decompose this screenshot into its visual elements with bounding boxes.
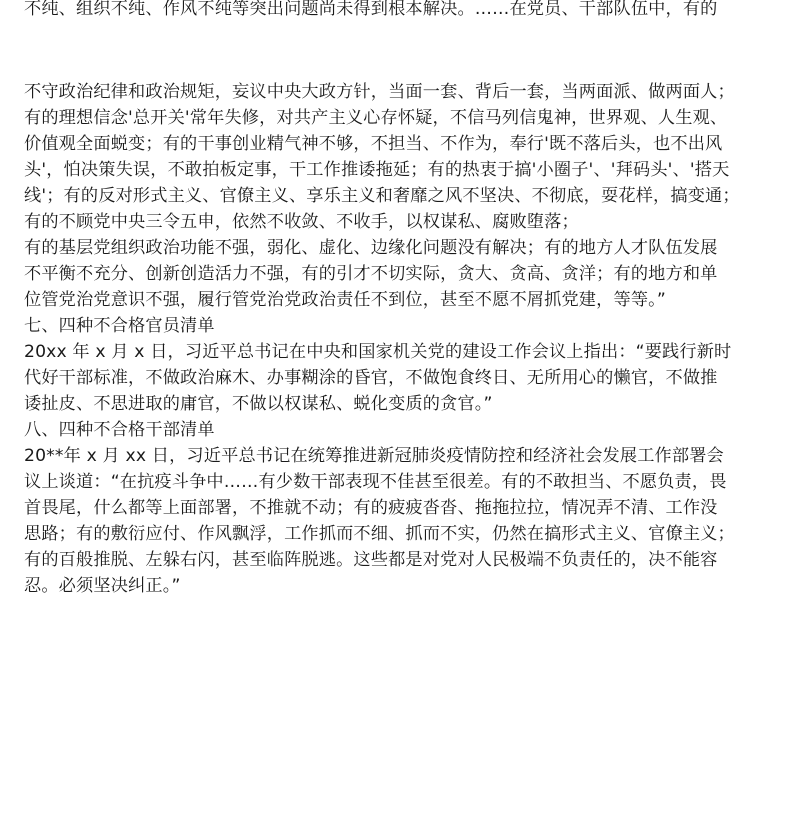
text-line: 20**年 x 月 xx 日，习近平总书记在统筹推进新冠肺炎疫情防控和经济社会发展工作部署会	[24, 446, 724, 466]
text-line: 线'；有的反对形式主义、官僚主义、享乐主义和奢靡之风不坚决、不彻底，耍花样，搞变通；	[24, 186, 740, 206]
top-text-line: 不纯、组织不纯、作风不纯等突出问题尚未得到根本解决。……在党员、干部队伍中，有的	[24, 0, 718, 19]
text-line: 代好干部标准，不做政治麻木、办事糊涂的昏官，不做饱食终日、无所用心的懒官，不做推	[24, 368, 718, 388]
text-line: 有的基层党组织政治功能不强，弱化、虚化、边缘化问题没有解决；有的地方人才队伍发展	[24, 238, 718, 258]
text-line: 有的百般推脱、左躲右闪，甚至临阵脱逃。这些都是对党对人民极端不负责任的，决不能容	[24, 550, 718, 570]
section-heading: 八、四种不合格干部清单	[24, 420, 215, 440]
text-line: 位管党治党意识不强，履行管党治党政治责任不到位，甚至不愿不屑抓党建，等等。”	[24, 290, 666, 310]
text-line: 20xx 年 x 月 x 日，习近平总书记在中央和国家机关党的建设工作会议上指出：“要践行新时	[24, 342, 732, 362]
text-line: 有的理想信念'总开关'常年失修，对共产主义心存怀疑，不信马列信鬼神，世界观、人生观、	[24, 108, 728, 128]
text-line: 不平衡不充分、创新创造活力不强，有的引才不切实际，贪大、贪高、贪洋；有的地方和单	[24, 264, 718, 284]
section-heading: 七、四种不合格官员清单	[24, 316, 215, 336]
text-line: 头'，怕决策失误，不敢拍板定事，干工作推诿拖延；有的热衷于搞'小圈子'、'拜码头'、'搭天	[24, 160, 730, 180]
text-line: 诿扯皮、不思进取的庸官，不做以权谋私、蜕化变质的贪官。”	[24, 394, 493, 414]
text-line: 议上谈道：“在抗疫斗争中……有少数干部表现不佳甚至很差。有的不敢担当、不愿负责，畏	[24, 472, 727, 492]
text-line: 价值观全面蜕变；有的干事创业精气神不够，不担当、不作为，奉行'既不落后头，也不出风	[24, 134, 723, 154]
text-line: 思路；有的敷衍应付、作风飘浮，工作抓而不细、抓而不实，仍然在搞形式主义、官僚主义；	[24, 524, 735, 544]
text-line: 有的不顾党中央三令五申，依然不收敛、不收手，以权谋私、腐败堕落；	[24, 212, 579, 232]
text-line: 忍。必须坚决纠正。”	[24, 576, 181, 596]
text-line: 首畏尾，什么都等上面部署，不推就不动；有的疲疲沓沓、拖拖拉拉，情况弄不清、工作没	[24, 498, 718, 518]
text-line: 不守政治纪律和政治规矩，妄议中央大政方针，当面一套、背后一套，当两面派、做两面人；	[24, 82, 735, 102]
